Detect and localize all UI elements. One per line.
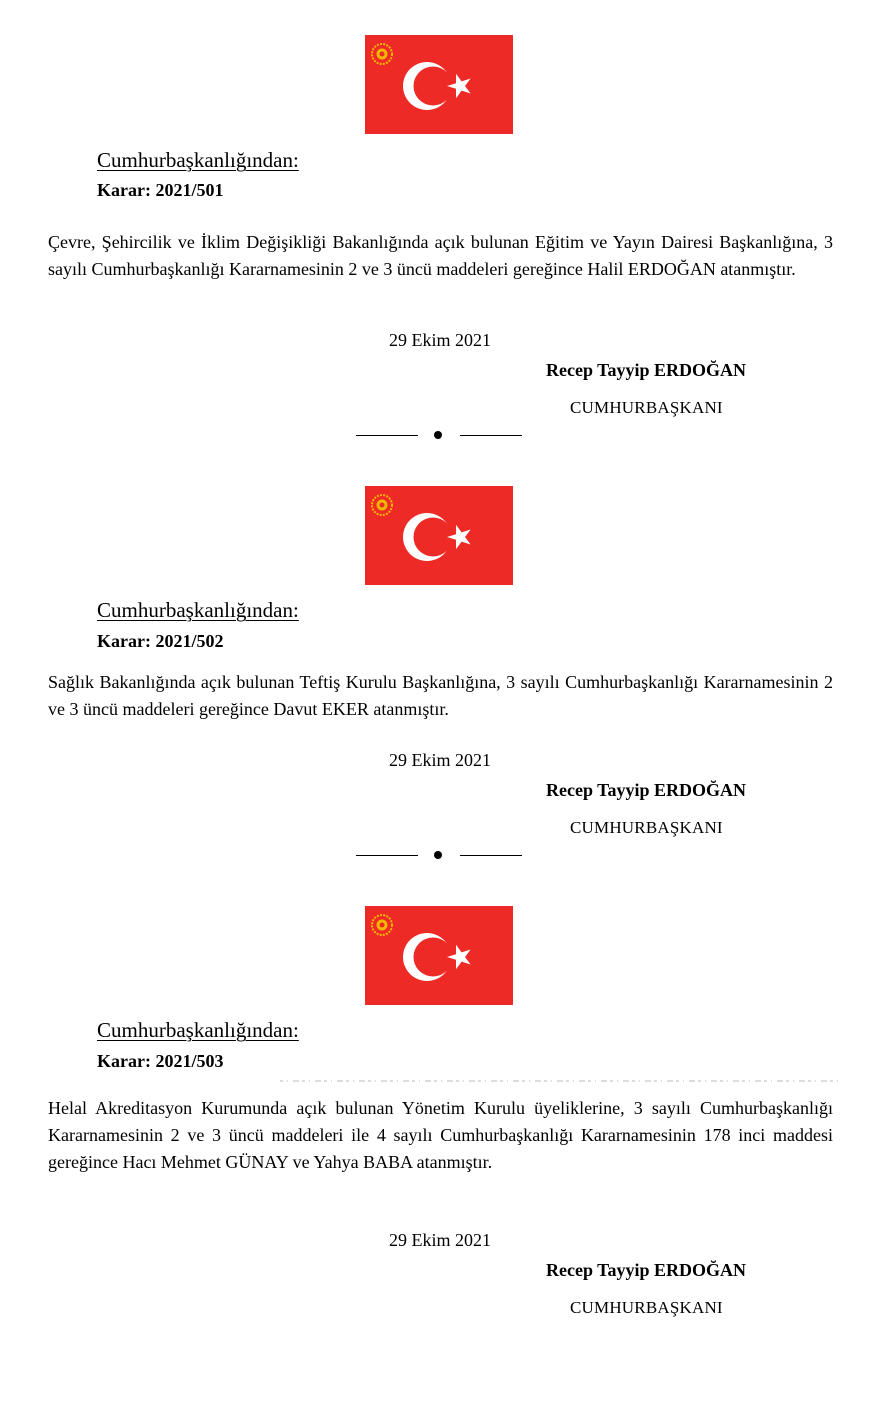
decision-body: Sağlık Bakanlığında açık bulunan Teftiş Kurulu Başkanlığına, 3 sayılı Cumhurbaşkanlığı Kararnamesinin 2 ve 3 üncü maddeleri gereğince Davut EKER atanmıştır. [48,672,833,719]
decision-number: Karar: 2021/502 [97,631,224,651]
signer-name: Recep Tayyip ERDOĞAN [546,360,747,380]
scan-artifact [280,1078,840,1084]
signer-title: CUMHURBAŞKANI [570,818,723,837]
section-divider [356,429,522,443]
decision-number: Karar: 2021/501 [97,180,224,200]
presidential-flag-icon [365,486,513,585]
issuer-heading: Cumhurbaşkanlığından: [97,1018,299,1042]
signer-title: CUMHURBAŞKANI [570,1298,723,1317]
signer-name: Recep Tayyip ERDOĞAN [546,780,747,800]
decision-body: Çevre, Şehircilik ve İklim Değişikliği Bakanlığında açık bulunan Eğitim ve Yayın Dairesi Başkanlığına, 3 sayılı Cumhurbaşkanlığı Kararnamesinin 2 ve 3 üncü maddeleri gereğince Halil ERDOĞAN atanmıştır. [48,232,833,279]
decision-body: Helal Akreditasyon Kurumunda açık bulunan Yönetim Kurulu üyeliklerine, 3 sayılı Cumhurbaşkanlığı Kararnamesinin 2 ve 3 üncü maddeleri ile 4 sayılı Cumhurbaşkanlığı Kararnamesinin 178 inci maddesi gereğince Hacı Mehmet GÜNAY ve Yahya BABA atanmıştır. [48,1098,833,1172]
signer-title: CUMHURBAŞKANI [570,398,723,417]
issuer-heading: Cumhurbaşkanlığından: [97,148,299,172]
presidential-flag-icon [365,35,513,134]
section-divider [356,849,522,863]
decision-date: 29 Ekim 2021 [389,330,491,350]
decision-number: Karar: 2021/503 [97,1051,224,1071]
decision-date: 29 Ekim 2021 [389,1230,491,1250]
decision-date: 29 Ekim 2021 [389,750,491,770]
signer-name: Recep Tayyip ERDOĞAN [546,1260,747,1280]
issuer-heading: Cumhurbaşkanlığından: [97,598,299,622]
presidential-flag-icon [365,906,513,1005]
